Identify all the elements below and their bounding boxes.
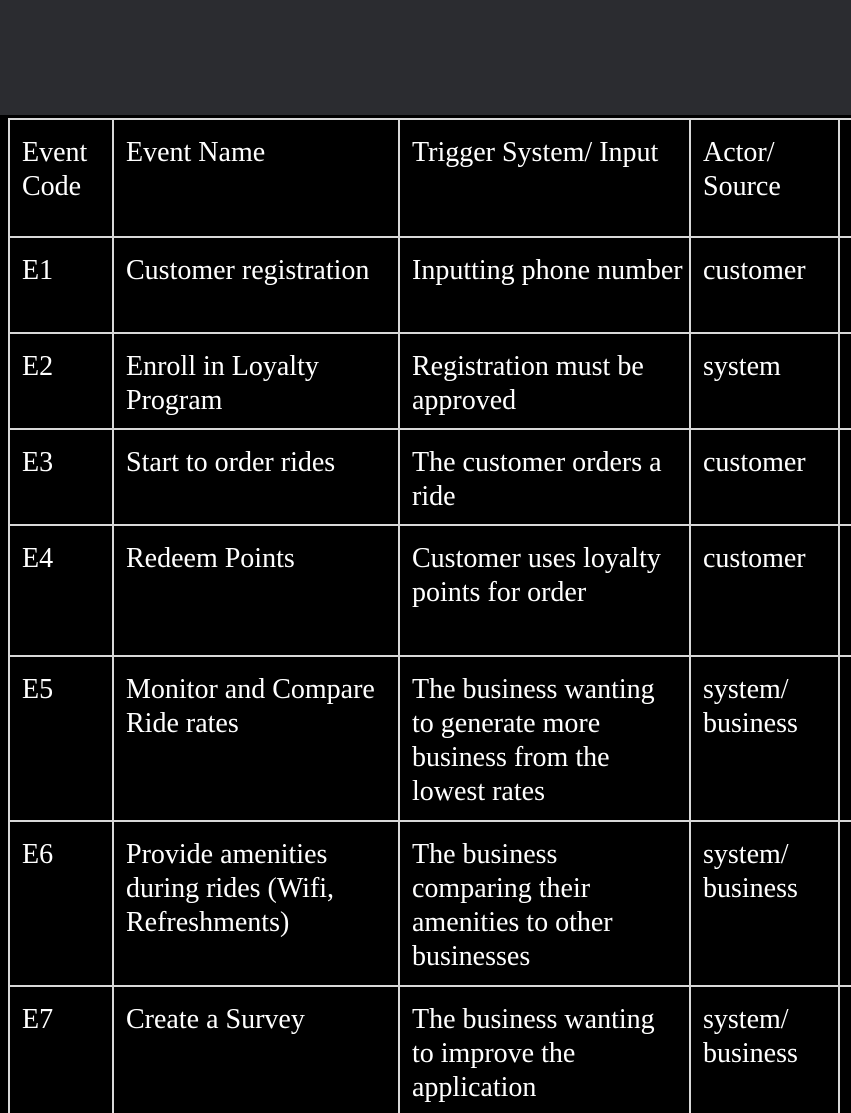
cell-extra: [839, 986, 851, 1113]
cell-event-name: [113, 429, 399, 525]
header-cell-actor: [690, 119, 839, 237]
cell-trigger: [399, 333, 690, 429]
top-bar: [0, 0, 851, 115]
cell-actor: [690, 333, 839, 429]
cell-extra: [839, 333, 851, 429]
cell-event-code: [9, 821, 113, 986]
table-row: [9, 237, 851, 333]
cell-event-name: [113, 821, 399, 986]
cell-event-name: [113, 237, 399, 333]
trigger-text: Inputting phone number: [412, 255, 683, 286]
cell-actor: [690, 237, 839, 333]
cell-trigger: [399, 429, 690, 525]
cell-extra: [839, 429, 851, 525]
header-cell-event-name: [113, 119, 399, 237]
cell-extra: [839, 237, 851, 333]
event-name: Provide amenities during rides (Wifi, Refreshments): [126, 839, 335, 938]
table-row: [9, 333, 851, 429]
cell-extra: [839, 525, 851, 656]
event-name: Customer registration: [126, 255, 370, 286]
cell-event-name: [113, 656, 399, 821]
cell-actor: [690, 429, 839, 525]
actor-text: customer: [703, 543, 806, 574]
header-label: Actor/ Source: [703, 137, 781, 202]
trigger-text: Registration must be approved: [412, 351, 644, 416]
actor-text: system/ business: [703, 1004, 798, 1069]
event-code: E6: [22, 839, 54, 870]
cell-trigger: [399, 986, 690, 1113]
event-code: E7: [22, 1004, 54, 1035]
header-label: Event Name: [126, 137, 266, 168]
event-name: Redeem Points: [126, 543, 295, 574]
cell-event-code: [9, 237, 113, 333]
table-row: [9, 986, 851, 1113]
events-table: [8, 118, 851, 1113]
trigger-text: Customer uses loyalty points for order: [412, 543, 661, 608]
event-name: Start to order rides: [126, 447, 336, 478]
cell-event-name: [113, 986, 399, 1113]
table-container: [0, 115, 851, 1113]
cell-actor: [690, 821, 839, 986]
cell-event-code: [9, 333, 113, 429]
actor-text: customer: [703, 447, 806, 478]
cell-extra: [839, 656, 851, 821]
cell-event-code: [9, 656, 113, 821]
header-label: Event Code: [22, 137, 88, 202]
cell-actor: [690, 525, 839, 656]
cell-event-code: [9, 986, 113, 1113]
event-code: E1: [22, 255, 54, 286]
cell-trigger: [399, 237, 690, 333]
event-code: E3: [22, 447, 54, 478]
actor-text: system: [703, 351, 781, 382]
trigger-text: The business wanting to generate more business from the lowest rates: [412, 674, 655, 807]
actor-text: system/ business: [703, 674, 798, 739]
event-code: E5: [22, 674, 54, 705]
event-name: Create a Survey: [126, 1004, 305, 1035]
actor-text: customer: [703, 255, 806, 286]
event-name: Monitor and Compare Ride rates: [126, 674, 375, 739]
header-row: [9, 119, 851, 237]
cell-trigger: [399, 821, 690, 986]
header-cell-event-code: [9, 119, 113, 237]
header-cell-extra: [839, 119, 851, 237]
cell-event-code: [9, 525, 113, 656]
event-name: Enroll in Loyalty Program: [126, 351, 319, 416]
event-code: E4: [22, 543, 54, 574]
trigger-text: The business comparing their amenities to other businesses: [412, 839, 613, 972]
header-cell-trigger: [399, 119, 690, 237]
trigger-text: The business wanting to improve the application: [412, 1004, 655, 1103]
cell-extra: [839, 821, 851, 986]
trigger-text: The customer orders a ride: [412, 447, 662, 512]
cell-trigger: [399, 656, 690, 821]
table-row: [9, 429, 851, 525]
cell-event-code: [9, 429, 113, 525]
header-label: Trigger System/ Input: [412, 137, 659, 168]
cell-event-name: [113, 525, 399, 656]
cell-trigger: [399, 525, 690, 656]
actor-text: system/ business: [703, 839, 798, 904]
cell-actor: [690, 656, 839, 821]
event-code: E2: [22, 351, 54, 382]
table-row: [9, 656, 851, 821]
table-row: [9, 525, 851, 656]
table-row: [9, 821, 851, 986]
cell-event-name: [113, 333, 399, 429]
cell-actor: [690, 986, 839, 1113]
